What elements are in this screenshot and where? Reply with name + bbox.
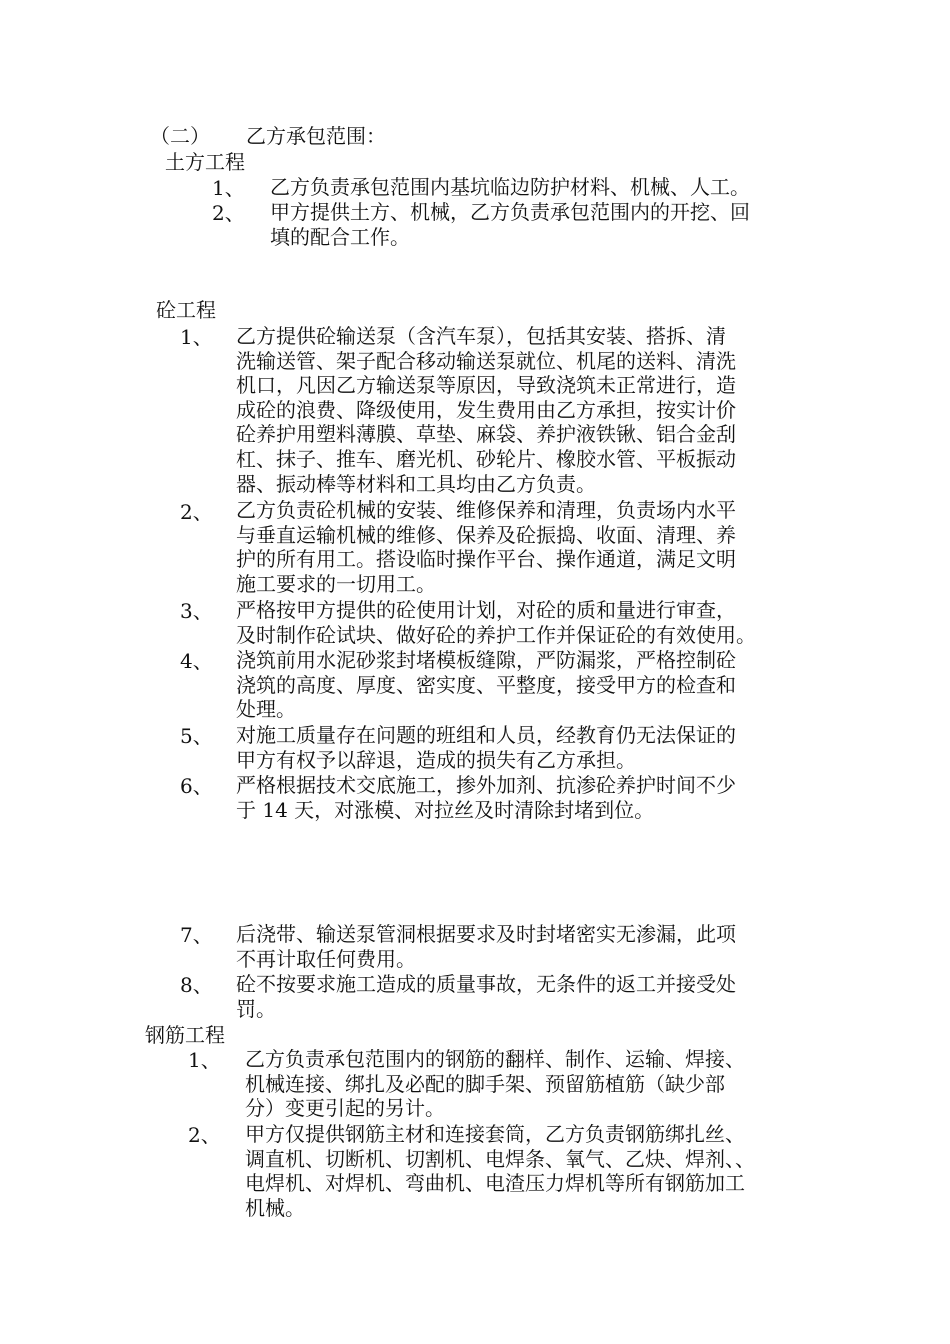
- concrete-item-1-number: 1、: [180, 325, 213, 349]
- concrete-item-6-number: 6、: [180, 774, 213, 798]
- concrete-item-3-number: 3、: [180, 599, 213, 623]
- concrete-item-6-text: 严格根据技术交底施工，掺外加剂、抗渗砼养护时间不少 于 14 天，对涨模、对拉丝及时清除封堵到位。: [236, 773, 736, 822]
- rebar-item-1-text: 乙方负责承包范围内的钢筋的翻样、制作、运输、焊接、 机械连接、绑扎及必配的脚手架、预留筋植筋（缺少部 分）变更引起的另计。: [245, 1047, 745, 1121]
- concrete-heading: 砼工程: [156, 298, 216, 322]
- section-number: （二）: [150, 124, 210, 148]
- rebar-item-2-number: 2、: [188, 1123, 221, 1147]
- concrete-item-7-text: 后浇带、输送泵管洞根据要求及时封堵密实无渗漏，此项 不再计取任何费用。: [236, 922, 736, 971]
- concrete-item-2-text: 乙方负责砼机械的安装、维修保养和清理，负责场内水平 与垂直运输机械的维修、保养及砼振捣、收面、清理、养 护的所有用工。搭设临时操作平台、操作通道，满足文明 施工要求的一切用工。: [236, 498, 736, 596]
- earthwork-item-2-number: 2、: [212, 201, 245, 225]
- concrete-item-2-number: 2、: [180, 500, 213, 524]
- concrete-item-1-text: 乙方提供砼输送泵（含汽车泵），包括其安装、搭拆、清 洗输送管、架子配合移动输送泵就位、机尾的送料、清洗 机口，凡因乙方输送泵等原因，导致浇筑未正常进行，造 成砼的浪费、降级使用，发生费用由乙方承担，按实计价 砼养护用塑料薄膜、草垫、麻袋、养护液铁锹、铝合金刮 杠、抹子、推车、磨光机、砂轮片、橡胶水管、平板振动 器、振动棒等材料和工具均由乙方负责。: [236, 324, 736, 496]
- concrete-item-3-text: 严格按甲方提供的砼使用计划，对砼的质和量进行审查， 及时制作砼试块、做好砼的养护工作并保证砼的有效使用。: [236, 598, 756, 647]
- section-title: 乙方承包范围：: [246, 124, 386, 148]
- rebar-item-1-number: 1、: [188, 1048, 221, 1072]
- earthwork-item-1-number: 1、: [212, 176, 245, 200]
- rebar-heading: 钢筋工程: [145, 1023, 225, 1047]
- concrete-item-7-number: 7、: [180, 923, 213, 947]
- rebar-item-2-text: 甲方仅提供钢筋主材和连接套筒，乙方负责钢筋绑扎丝、 调直机、切断机、切割机、电焊条、氧气、乙炔、焊剂、、 电焊机、对焊机、弯曲机、电渣压力焊机等所有钢筋加工 机械。: [245, 1122, 755, 1220]
- concrete-item-5-text: 对施工质量存在问题的班组和人员，经教育仍无法保证的 甲方有权予以辞退，造成的损失有乙方承担。: [236, 723, 736, 772]
- concrete-item-8-text: 砼不按要求施工造成的质量事故，无条件的返工并接受处 罚。: [236, 972, 736, 1021]
- concrete-item-8-number: 8、: [180, 973, 213, 997]
- earthwork-item-1-text: 乙方负责承包范围内基坑临边防护材料、机械、人工。: [270, 175, 750, 199]
- earthwork-item-2-text: 甲方提供土方、机械，乙方负责承包范围内的开挖、回 填的配合工作。: [270, 200, 750, 249]
- earthwork-heading: 土方工程: [165, 150, 245, 174]
- concrete-item-5-number: 5、: [180, 724, 213, 748]
- concrete-item-4-text: 浇筑前用水泥砂浆封堵模板缝隙，严防漏浆，严格控制砼 浇筑的高度、厚度、密实度、平整度，接受甲方的检查和 处理。: [236, 648, 736, 722]
- concrete-item-4-number: 4、: [180, 649, 213, 673]
